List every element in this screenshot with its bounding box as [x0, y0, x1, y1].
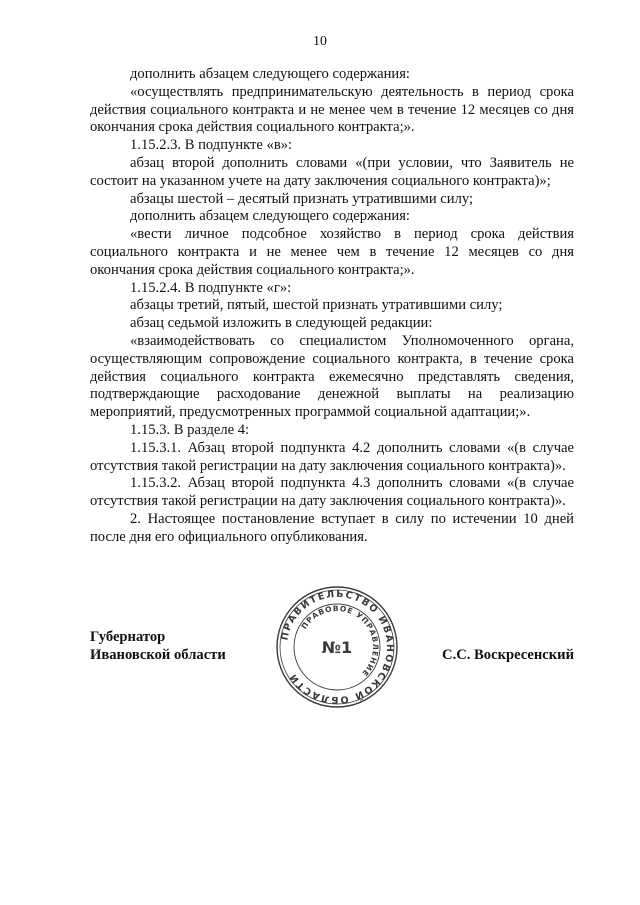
paragraph: дополнить абзацем следующего содержания:: [130, 208, 410, 225]
paragraph: абзацы шестой – десятый признать утратившими силу;: [130, 190, 474, 207]
seal-number: №1: [321, 638, 353, 657]
paragraph: 1.15.2.3. В подпункте «в»:: [130, 137, 293, 154]
paragraph: «взаимодействовать со специалистом Уполномоченного органа, осуществляющим сопровождение социального контракта, в течение срока действия социального контракта ежемесячно представлять сведения, подтверждающие расходование денежной выплаты на реализацию мероприятий, предусмотренных программой социальной адаптации;».: [90, 332, 574, 421]
paragraph: абзац второй дополнить словами «(при условии, что Заявитель не состоит на указанном учете на дату заключения социального контракта)»;: [90, 154, 574, 189]
signature-block: [90, 588, 574, 732]
signatory-title: [90, 628, 226, 664]
signatory-name: С.С. Воскресенский: [442, 647, 574, 663]
paragraph: «вести личное подсобное хозяйство в период срока действия социального контракта и не менее чем в течение 12 месяцев со дня окончания срока действия социального контракта;».: [90, 226, 574, 278]
official-seal: [274, 584, 400, 710]
paragraph: 1.15.3. В разделе 4:: [130, 421, 250, 438]
paragraph: «осуществлять предпринимательскую деятельность в период срока действия социального контракта и не менее чем в течение 12 месяцев со дня окончания срока действия социального контракта;».: [90, 83, 574, 136]
paragraph: 1.15.3.1. Абзац второй подпункта 4.2 дополнить словами «(в случае отсутствия такой регистрации на дату заключения социального контракта)».: [90, 439, 574, 474]
seal-inner-text: ПРАВОВОЕ УПРАВЛЕНИЕ: [299, 603, 381, 679]
paragraph: 2. Настоящее постановление вступает в силу по истечении 10 дней после дня его официального опубликования.: [90, 510, 574, 545]
paragraph: абзац седьмой изложить в следующей редакции:: [130, 315, 433, 332]
paragraph: дополнить абзацем следующего содержания:: [130, 66, 410, 82]
paragraph: 1.15.2.4. В подпункте «г»:: [130, 279, 292, 296]
signatory-title-line: Ивановской области: [90, 647, 226, 663]
signatory-title-line: Губернатор: [90, 629, 166, 645]
page-number: 10: [313, 34, 327, 49]
paragraph: 1.15.3.2. Абзац второй подпункта 4.3 дополнить словами «(в случае отсутствия такой регистрации на дату заключения социального контракта)».: [90, 475, 574, 510]
paragraph: абзацы третий, пятый, шестой признать утратившими силу;: [130, 297, 503, 314]
seal-outer-text: ПРАВИТЕЛЬСТВО ИВАНОВСКОЙ ОБЛАСТИ: [279, 588, 396, 706]
document-body: [90, 66, 574, 547]
